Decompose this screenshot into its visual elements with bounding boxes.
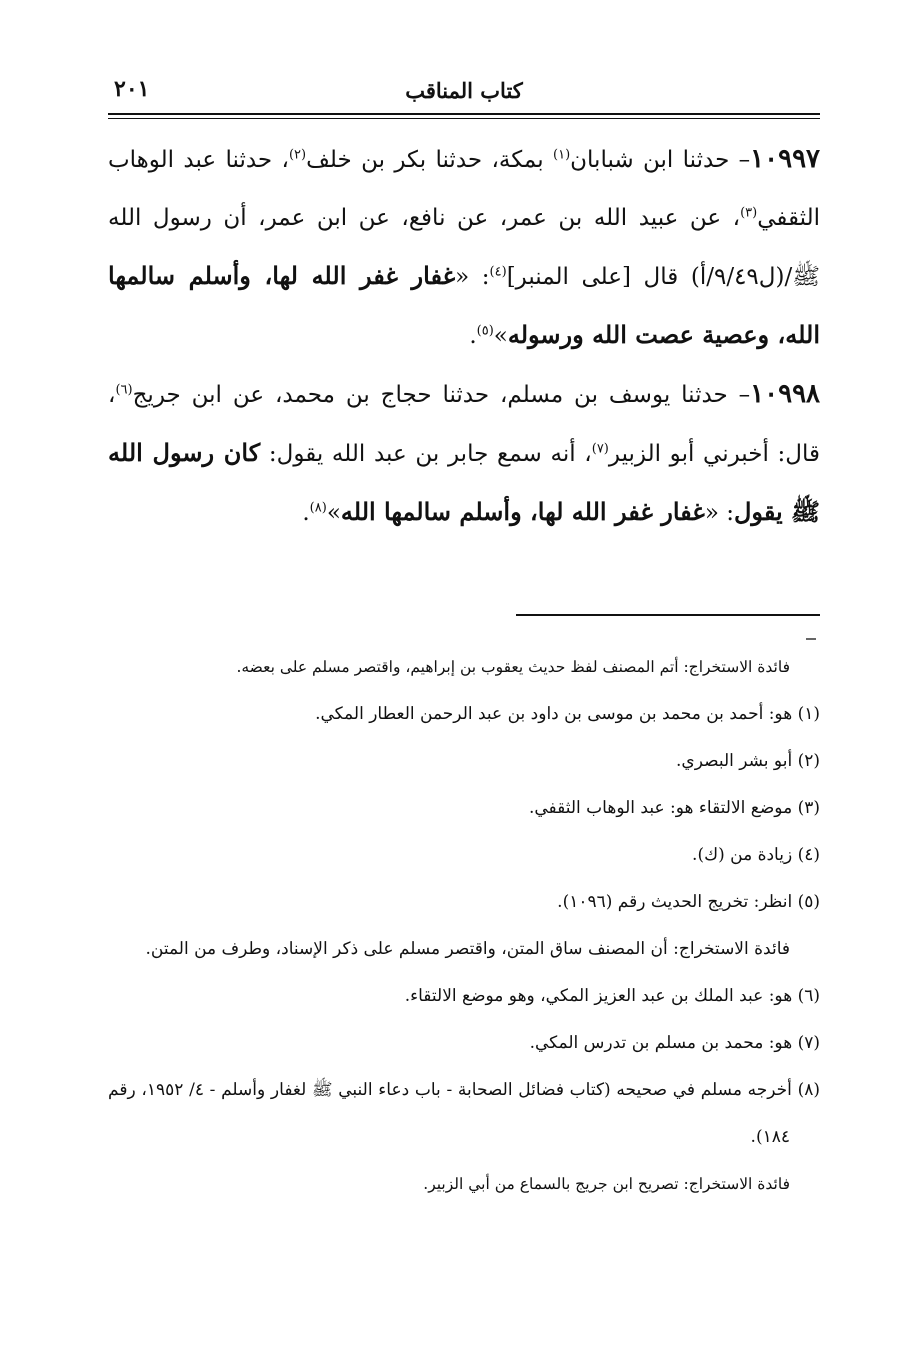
hadith-text: ، عن عبيد الله بن عمر، عن نافع، عن ابن عمر، أن رسول الله ﷺ/(ل٩/٤٩/أ) قال [على المنبر] (108, 205, 820, 290)
footnote-mark (806, 638, 816, 640)
hadith-text: » (326, 500, 341, 526)
chapter-title: كتاب المناقب (405, 78, 523, 103)
hadith-text: : « (704, 500, 734, 526)
footnote-reference: (٨) (309, 500, 327, 516)
footnote-separator (516, 614, 820, 616)
extraction-note: فائدة الاستخراج: أن المصنف ساق المتن، واقتصر مسلم على ذكر الإسناد، وطرف من المتن. (145, 939, 790, 959)
footnote-item: (٣) موضع الالتقاء هو: عبد الوهاب الثقفي. (528, 798, 820, 818)
page-number: ٢٠١ (114, 76, 150, 102)
hadith-number: ١٠٩٩٧ (750, 144, 820, 174)
hadith-paragraph (108, 130, 820, 365)
footnote-reference: (٤) (489, 264, 507, 280)
footnotes (108, 644, 820, 1208)
footnote-item: (٤) زيادة من (ك). (692, 845, 820, 865)
hadith-matn: كان رسول الله ﷺ يقول (108, 438, 820, 526)
footnote-item: (٥) انظر: تخريج الحديث رقم (١٠٩٦). (557, 892, 820, 912)
hadith-text: . (469, 323, 477, 349)
hadith-text: بمكة، حدثنا بكر بن خلف (306, 147, 553, 173)
hadith-text: » (493, 323, 508, 349)
footnote-reference: (١) (553, 147, 571, 163)
page-header (108, 74, 820, 114)
header-rule (108, 113, 820, 115)
footnote-reference: (٢) (288, 147, 307, 163)
footnote-reference: (٥) (476, 323, 494, 339)
hadith-matn: غفار غفر الله لها، وأسلم سالمها الله، وعصية عصت الله ورسوله (108, 261, 820, 349)
hadith-number: ١٠٩٩٨ (750, 379, 820, 409)
hadith-text: : « (455, 264, 490, 290)
hadith-text: – حدثنا ابن شبابان (570, 147, 751, 173)
hadith-paragraph (108, 365, 820, 542)
hadith-text: – حدثنا يوسف بن مسلم، حدثنا حجاج بن محمد، عن ابن جريج (132, 382, 751, 408)
footnote-item: (٧) هو: محمد بن مسلم بن تدرس المكي. (529, 1033, 820, 1053)
header-rule-thin (108, 118, 820, 119)
footnote-item: (٨) أخرجه مسلم في صحيحه (كتاب فضائل الصحابة - باب دعاء النبي ﷺ لغفار وأسلم - ٤/ ١٩٥٢، رقم ١٨٤). (108, 1080, 820, 1147)
hadith-text: ، أنه سمع جابر بن عبد الله يقول: (260, 441, 592, 467)
footnote-reference: (٣) (740, 205, 758, 221)
hadith-matn: غفار غفر الله لها، وأسلم سالمها الله (340, 497, 705, 526)
footnote-item: (٢) أبو بشر البصري. (675, 751, 820, 771)
footnote-reference: (٦) (115, 382, 133, 398)
footnote-reference: (٧) (591, 441, 609, 457)
extraction-note: فائدة الاستخراج: أتم المصنف لفظ حديث يعقوب بن إبراهيم، واقتصر مسلم على بعضه. (236, 658, 790, 676)
extraction-note: فائدة الاستخراج: تصريح ابن جريج بالسماع من أبي الزبير. (423, 1175, 790, 1193)
hadith-text: . (302, 500, 310, 526)
hadith-text: ، قال: أخبرني أبو الزبير (108, 382, 821, 467)
hadith-text: ، حدثنا عبد الوهاب الثقفي (108, 147, 820, 231)
footnote-item: (٦) هو: عبد الملك بن عبد العزيز المكي، وهو موضع الالتقاء. (404, 986, 820, 1006)
main-text (108, 130, 820, 542)
footnote-item: (١) هو: أحمد بن محمد بن موسى بن داود بن عبد الرحمن العطار المكي. (315, 704, 820, 724)
